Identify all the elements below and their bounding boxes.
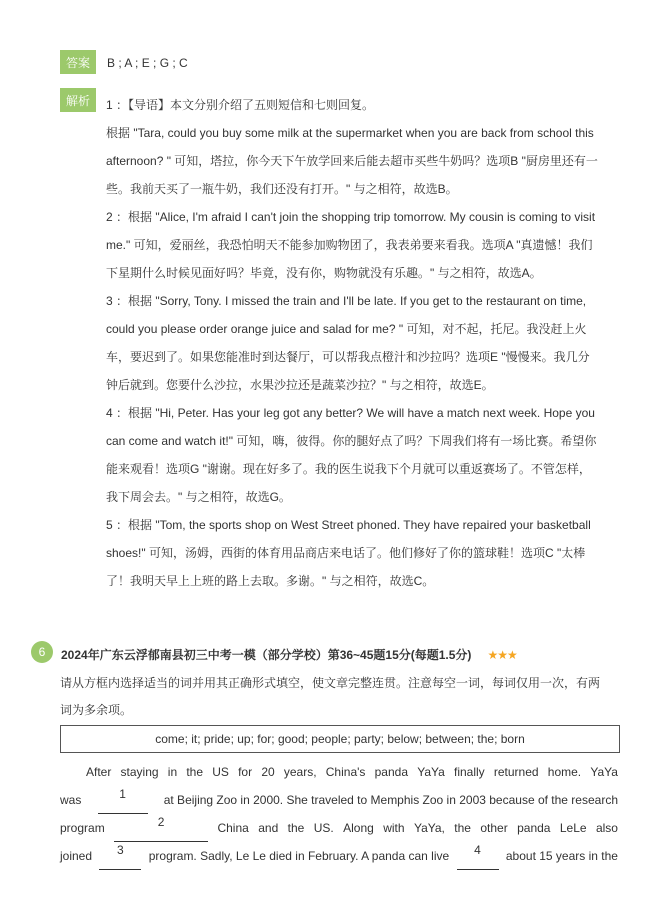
- blank-1[interactable]: 1: [98, 786, 148, 814]
- passage-word: 20: [261, 765, 275, 779]
- instruction-line: 请从方框内选择适当的词并用其正确形式填空，使文章完整连贯。注意每空一词，每词仅用一次，有两: [60, 676, 601, 690]
- blank-3[interactable]: 3: [99, 842, 141, 870]
- analysis-line: 1 ：【导语】本文分别介绍了五则短信和七则回复。: [106, 98, 375, 112]
- analysis-line: 5 ：根据 "Tom, the sports shop on West Street phoned. They have repaired your basketball: [106, 518, 591, 532]
- passage-word: home.: [547, 765, 582, 779]
- question-number-badge: 6: [31, 641, 53, 663]
- analysis-line: 根据 "Tara, could you buy some milk at the supermarket when you are back from school this: [106, 126, 594, 140]
- passage-word: US.: [313, 821, 334, 835]
- passage-word: US: [212, 765, 229, 779]
- question-title-text: 2024年广东云浮郁南县初三中考一模（部分学校）第36~45题15分(每题1.5分): [61, 648, 472, 662]
- passage-word: for: [238, 765, 253, 779]
- passage-word: with: [383, 821, 405, 835]
- passage-word: the: [287, 821, 305, 835]
- passage-text: at Beijing Zoo in 2000. She traveled to Memphis Zoo in 2003 because of the research: [163, 793, 618, 807]
- question-title: [61, 646, 517, 663]
- passage-word: the: [454, 821, 471, 835]
- word-box: [60, 725, 620, 753]
- passage-word: the: [186, 765, 204, 779]
- passage-word: joined: [60, 849, 93, 863]
- analysis-line: afternoon? " 可知，塔拉，你今天下午放学回来后能去超市买些牛奶吗？选项B "厨房里还有一: [106, 154, 598, 168]
- instruction-line: 词为多余项。: [60, 703, 133, 717]
- blank-4[interactable]: 4: [457, 842, 499, 870]
- passage-word: YaYa,: [413, 821, 445, 835]
- passage-line: [60, 842, 618, 870]
- analysis-line: can come and watch it!" 可知，嗨，彼得。你的腿好点了吗？下周我们将有一场比赛。希望你: [106, 434, 597, 448]
- passage: [60, 758, 618, 870]
- passage-word: YaYa: [590, 765, 618, 779]
- difficulty-stars: ★★★: [487, 648, 517, 662]
- answer-tag: 答案: [60, 50, 96, 74]
- passage-line: [60, 758, 618, 786]
- passage-text: program. Sadly, Le Le died in February. A panda can live: [148, 849, 450, 863]
- passage-word: panda: [374, 765, 408, 779]
- passage-word: LeLe: [559, 821, 587, 835]
- analysis-line: 3 ：根据 "Sorry, Tony. I missed the train and I'll be late. If you get to the restaurant on time,: [106, 294, 587, 308]
- passage-word: program: [60, 821, 105, 835]
- analysis-line: 些。我前天买了一瓶牛奶，我们还没有打开。" 与之相符，故选B。: [106, 182, 458, 196]
- passage-word: in: [167, 765, 178, 779]
- blank-2[interactable]: 2: [114, 814, 208, 842]
- analysis-body: [106, 91, 616, 595]
- analysis-line: 4 ：根据 "Hi, Peter. Has your leg got any better? We will have a match next week. Hope you: [106, 406, 595, 420]
- passage-word: YaYa: [417, 765, 445, 779]
- analysis-line: 钟后就到。您要什么沙拉，水果沙拉还是蔬菜沙拉？" 与之相符，故选E。: [106, 378, 494, 392]
- analysis-line: 我下周会去。" 与之相符，故选G。: [106, 490, 291, 504]
- passage-word: and: [258, 821, 279, 835]
- passage-word: finally: [453, 765, 485, 779]
- analysis-line: shoes!" 可知，汤姆，西街的体育用品商店来电话了。他们修好了你的篮球鞋！选项C "太棒: [106, 546, 586, 560]
- analysis-line: 能来观看！选项G "谢谢。现在好多了。我的医生说我下个月就可以重返赛场了。不管怎样，: [106, 462, 591, 476]
- passage-word: panda: [517, 821, 551, 835]
- analysis-line: 了！我明天早上上班的路上去取。多谢。" 与之相符，故选C。: [106, 574, 435, 588]
- passage-word: also: [595, 821, 618, 835]
- analysis-line: 下星期什么时候见面好吗？毕竟，没有你，购物就没有乐趣。" 与之相符，故选A。: [106, 266, 542, 280]
- passage-line: [60, 814, 618, 842]
- passage-word: years,: [283, 765, 317, 779]
- analysis-line: 车，要迟到了。如果您能准时到达餐厅，可以帮我点橙汁和沙拉吗？选项E "慢慢来。我几分: [106, 350, 590, 364]
- analysis-line: could you please order orange juice and salad for me? " 可知，对不起，托尼。我没赶上火: [106, 322, 587, 336]
- word-box-text: come; it; pride; up; for; good; people; party; below; between; the; born: [155, 732, 525, 746]
- passage-word: After: [86, 765, 112, 779]
- analysis-line: me." 可知，爱丽丝，我恐怕明天不能参加购物团了，我表弟要来看我。选项A "真遗憾！我们: [106, 238, 593, 252]
- passage-word: Along: [343, 821, 374, 835]
- question-instruction: [60, 670, 620, 724]
- analysis-tag: 解析: [60, 88, 96, 112]
- passage-word: other: [480, 821, 508, 835]
- passage-text: about 15 years in the: [505, 849, 618, 863]
- passage-word: returned: [493, 765, 539, 779]
- analysis-line: 2 ：根据 "Alice, I'm afraid I can't join the shopping trip tomorrow. My cousin is coming to visit: [106, 210, 596, 224]
- passage-word: China: [217, 821, 249, 835]
- passage-word: China's: [325, 765, 366, 779]
- answer-text: B ; A ; E ; G ; C: [107, 56, 188, 70]
- passage-line: [60, 786, 618, 814]
- passage-word: staying: [120, 765, 159, 779]
- passage-word: was: [60, 793, 82, 807]
